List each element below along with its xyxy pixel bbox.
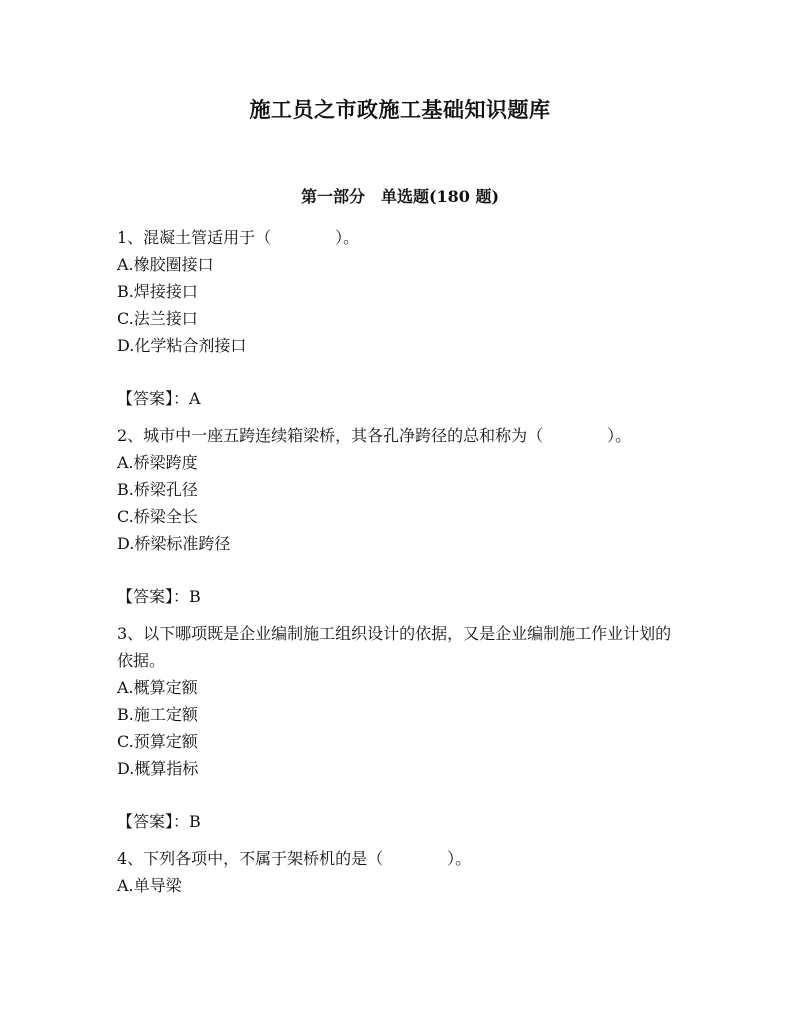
question-3	[117, 620, 687, 835]
option-d: D.桥梁标准跨径	[117, 534, 231, 553]
answer-label: 【答案】：	[117, 587, 190, 606]
question-1	[117, 224, 687, 412]
option-a: A.概算定额	[117, 678, 198, 697]
question-4	[117, 845, 687, 899]
option-d: D.化学粘合剂接口	[117, 336, 247, 355]
document-title: 施工员之市政施工基础知识题库	[249, 97, 551, 122]
answer-line	[117, 808, 687, 835]
option-b: B.桥梁孔径	[117, 480, 198, 499]
option-b: B.焊接接口	[117, 282, 198, 301]
option-a: A.单导梁	[117, 876, 182, 895]
option-c: C.法兰接口	[117, 309, 198, 328]
option-b: B.施工定额	[117, 705, 198, 724]
answer-value: B	[189, 812, 201, 831]
option-c: C.桥梁全长	[117, 507, 198, 526]
question-text: 3、以下哪项既是企业编制施工组织设计的依据，又是企业编制施工作业计划的依据。	[117, 624, 672, 670]
answer-value: A	[189, 389, 201, 408]
answer-label: 【答案】：	[117, 812, 190, 831]
answer-line	[117, 583, 687, 610]
option-a: A.桥梁跨度	[117, 453, 198, 472]
option-a: A.橡胶圈接口	[117, 255, 214, 274]
option-c: C.预算定额	[117, 732, 198, 751]
question-list	[117, 224, 687, 899]
answer-line	[117, 385, 687, 412]
answer-label: 【答案】：	[117, 389, 190, 408]
option-d: D.概算指标	[117, 759, 199, 778]
section-title: 第一部分 单选题(180 题)	[300, 187, 500, 206]
question-text: 4、下列各项中，不属于架桥机的是（ ）。	[117, 849, 472, 868]
answer-value: B	[189, 587, 201, 606]
question-2	[117, 422, 687, 610]
question-text: 1、混凝土管适用于（ ）。	[117, 228, 360, 247]
question-text: 2、城市中一座五跨连续箱梁桥，其各孔净跨径的总和称为（ ）。	[117, 426, 632, 445]
